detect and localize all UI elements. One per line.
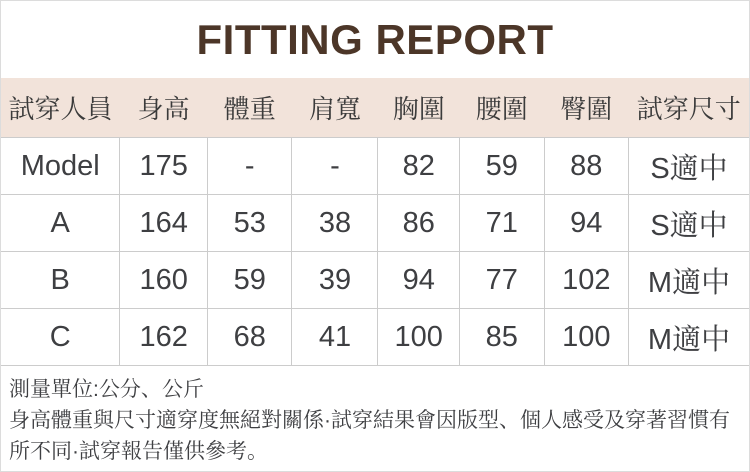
table-cell: - [207, 138, 292, 195]
table-cell: 38 [292, 195, 378, 252]
table-cell: 94 [378, 252, 460, 309]
table-cell: 53 [207, 195, 292, 252]
table-cell: 100 [378, 309, 460, 366]
table-head [1, 78, 749, 138]
column-header: 臀圍 [544, 78, 629, 138]
column-header: 胸圍 [378, 78, 460, 138]
table-cell: 102 [544, 252, 629, 309]
table-cell: M適中 [629, 252, 749, 309]
table-cell: 39 [292, 252, 378, 309]
table-row [1, 309, 749, 366]
table-cell: 82 [378, 138, 460, 195]
table-row [1, 252, 749, 309]
note-units: 測量單位:公分、公斤 [9, 378, 204, 401]
table-cell: 71 [460, 195, 545, 252]
table-header-row [1, 78, 749, 138]
table-cell: 68 [207, 309, 292, 366]
table-cell: S適中 [629, 195, 749, 252]
column-header: 身高 [120, 78, 208, 138]
table-cell: 164 [120, 195, 208, 252]
table-cell: Model [1, 138, 120, 195]
table-cell: C [1, 309, 120, 366]
table-cell: M適中 [629, 309, 749, 366]
table-cell: 41 [292, 309, 378, 366]
table-cell: 175 [120, 138, 208, 195]
table-cell: 88 [544, 138, 629, 195]
table-cell: B [1, 252, 120, 309]
table-cell: 85 [460, 309, 545, 366]
table-cell: S適中 [629, 138, 749, 195]
table-cell: 100 [544, 309, 629, 366]
notes-section [1, 366, 749, 467]
table-cell: - [292, 138, 378, 195]
fitting-table [1, 78, 749, 366]
table-cell: 94 [544, 195, 629, 252]
table-body [1, 138, 749, 366]
column-header: 試穿人員 [1, 78, 120, 138]
table-row [1, 138, 749, 195]
table-cell: 59 [207, 252, 292, 309]
table-cell: 86 [378, 195, 460, 252]
table-cell: 59 [460, 138, 545, 195]
note-disclaimer: 身高體重與尺寸適穿度無絕對關係·試穿結果會因版型、個人感受及穿著習慣有所不同·試穿報告僅供參考。 [9, 409, 730, 463]
table-row [1, 195, 749, 252]
table-cell: 77 [460, 252, 545, 309]
column-header: 體重 [207, 78, 292, 138]
table-cell: 162 [120, 309, 208, 366]
table-cell: 160 [120, 252, 208, 309]
table-cell: A [1, 195, 120, 252]
column-header: 試穿尺寸 [629, 78, 749, 138]
column-header: 腰圍 [460, 78, 545, 138]
page-title: FITTING REPORT [196, 15, 554, 63]
column-header: 肩寬 [292, 78, 378, 138]
